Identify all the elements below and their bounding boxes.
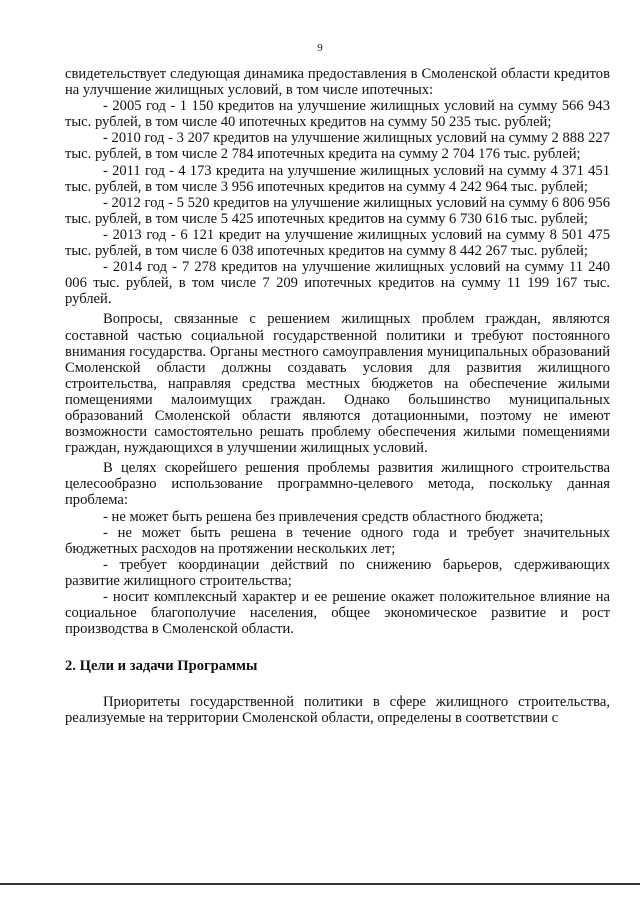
list-item-2010: - 2010 год - 3 207 кредитов на улучшение жилищных условий на сумму 2 888 227 тыс. рублей, в том числе 2 784 ипотечных кредита на сумму 2 704 176 тыс. рублей; (65, 130, 610, 163)
list-item-2011: - 2011 год - 4 173 кредита на улучшение жилищных условий на сумму 4 371 451 тыс. рублей, в том числе 3 956 ипотечных кредитов на сумму 4 242 964 тыс. рублей; (65, 162, 610, 195)
list-item-2013: - 2013 год - 6 121 кредит на улучшение жилищных условий на сумму 8 501 475 тыс. рублей, в том числе 6 038 ипотечных кредитов на сумму 8 442 267 тыс. рублей; (65, 226, 610, 260)
section-heading: 2. Цели и задачи Программы (65, 658, 258, 675)
housing-problems-paragraph: Вопросы, связанные с решением жилищных проблем граждан, являются составной частью социальной государственной политики и требуют постоянного внимания государства. Органы местного самоуправления муниципальных образований Смоленской области должны создавать условия для развития жилищного строительства, направляя средства местных бюджетов на обеспечение жилыми помещениями малоимущих граждан. Однако большинство муниципальных образований Смоленской области являются дотационными, поэтому не имеют возможности самостоятельно решать проблему обеспечения жилыми помещениями граждан, нуждающихся в улучшении жилищных условий. (65, 311, 610, 457)
page-number: 9 (317, 42, 323, 54)
program-method-paragraph: В целях скорейшего решения проблемы развития жилищного строительства целесообразно использование программно-целевого метода, поскольку данная проблема: (65, 460, 610, 509)
credit-dynamics-list (65, 98, 610, 307)
list-item-2014: - 2014 год - 7 278 кредитов на улучшение жилищных условий на сумму 11 240 006 тыс. рублей, в том числе 7 209 ипотечных кредитов на сумму 11 199 167 тыс. рублей. (65, 259, 610, 308)
list-item: - требует координации действий по снижению барьеров, сдерживающих развитие жилищного строительства; (65, 556, 610, 589)
list-item-2012: - 2012 год - 5 520 кредитов на улучшение жилищных условий на сумму 6 806 956 тыс. рублей, в том числе 5 425 ипотечных кредитов на сумму 6 730 616 тыс. рублей; (65, 194, 610, 227)
document-body (65, 66, 610, 727)
list-item: - носит комплексный характер и ее решение окажет положительное влияние на социальное благополучие населения, общее экономическое развитие и рост производства в Смоленской области. (65, 589, 610, 638)
bottom-rule (0, 883, 640, 885)
problem-characteristics-list (65, 509, 610, 638)
intro-paragraph: свидетельствует следующая динамика предоставления в Смоленской области кредитов на улучшение жилищных условий, в том числе ипотечных: (65, 66, 610, 99)
list-item: - не может быть решена в течение одного года и требует значительных бюджетных расходов на протяжении нескольких лет; (65, 524, 610, 557)
priorities-paragraph: Приоритеты государственной политики в сфере жилищного строительства, реализуемые на территории Смоленской области, определены в соответствии с (65, 694, 610, 727)
list-item-2005: - 2005 год - 1 150 кредитов на улучшение жилищных условий на сумму 566 943 тыс. рублей, в том числе 40 ипотечных кредитов на сумму 50 235 тыс. рублей; (65, 98, 610, 131)
list-item: - не может быть решена без привлечения средств областного бюджета; (103, 508, 544, 525)
